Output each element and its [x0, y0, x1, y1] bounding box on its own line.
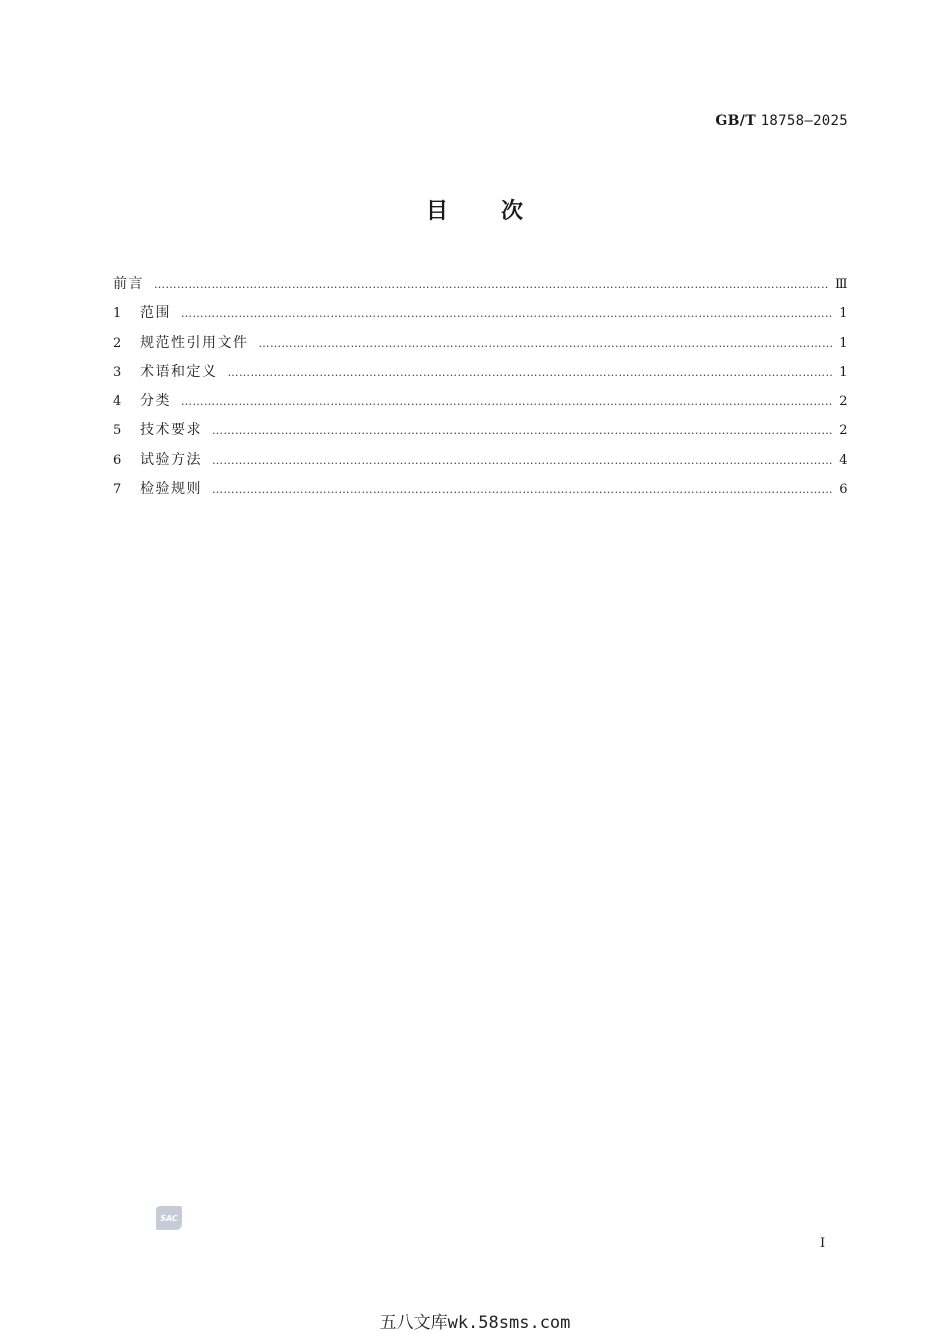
toc-leader-dots	[181, 302, 833, 326]
toc-entry-number: 6	[113, 452, 123, 468]
toc-entry-number: 2	[113, 335, 123, 351]
toc-entry-terms-definitions[interactable]	[113, 360, 849, 389]
toc-entry-label: 检验规则	[140, 481, 202, 498]
toc-entry-label: 术语和定义	[140, 363, 218, 380]
table-of-contents	[113, 272, 849, 506]
toc-entry-page: 1	[839, 335, 849, 351]
toc-entry-label: 试验方法	[140, 451, 202, 468]
toc-entry-page: 1	[839, 364, 849, 380]
toc-leader-dots	[259, 332, 834, 356]
toc-leader-dots	[212, 449, 833, 473]
page-title-part2: 次	[501, 199, 525, 224]
toc-entry-number: 1	[113, 306, 123, 322]
toc-entry-inspection-rules[interactable]	[113, 477, 849, 506]
sac-logo-text: SAC	[160, 1214, 178, 1223]
toc-entry-page: 6	[839, 482, 849, 498]
toc-entry-page: Ⅲ	[834, 277, 849, 292]
toc-entry-test-methods[interactable]	[113, 448, 849, 477]
toc-leader-dots	[212, 419, 833, 443]
toc-entry-label: 范围	[140, 305, 171, 322]
toc-entry-normative-references[interactable]	[113, 331, 849, 360]
toc-entry-classification[interactable]	[113, 389, 849, 418]
toc-entry-number: 7	[113, 482, 123, 498]
toc-entry-number: 3	[113, 364, 123, 380]
toc-entry-page: 4	[839, 452, 849, 468]
toc-entry-label: 前言	[113, 276, 144, 292]
standard-number: 18758—2025	[760, 113, 848, 129]
toc-entry-page: 2	[839, 394, 849, 410]
toc-leader-dots	[181, 390, 833, 414]
standard-prefix: GB/T	[715, 113, 756, 129]
toc-entry-label: 分类	[140, 393, 171, 410]
page-number: Ⅰ	[820, 1236, 826, 1251]
toc-leader-dots	[212, 478, 833, 502]
toc-leader-dots	[228, 361, 834, 385]
page-title	[0, 194, 950, 225]
toc-entry-page: 1	[839, 306, 849, 322]
toc-entry-number: 5	[113, 423, 123, 439]
watermark-text: 五八文库wk.58sms.com	[379, 1313, 571, 1333]
toc-entry-page: 2	[839, 423, 849, 439]
sac-logo	[155, 1205, 183, 1231]
page-title-part1: 目	[425, 199, 449, 224]
toc-entry-label: 技术要求	[140, 422, 202, 439]
standard-code	[715, 113, 848, 129]
toc-entry-label: 规范性引用文件	[140, 334, 249, 351]
toc-entry-scope[interactable]	[113, 301, 849, 330]
toc-leader-dots	[154, 273, 829, 297]
toc-entry-number: 4	[113, 394, 123, 410]
toc-entry-foreword[interactable]	[113, 272, 849, 301]
toc-entry-technical-requirements[interactable]	[113, 418, 849, 447]
